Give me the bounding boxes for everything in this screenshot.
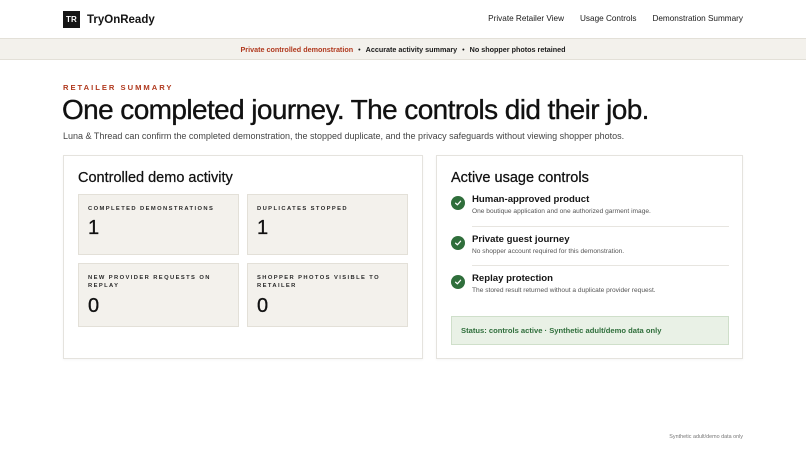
- controls-card: [436, 155, 743, 359]
- control-title: Replay protection: [472, 273, 554, 284]
- control-title: Human-approved product: [472, 194, 590, 205]
- brand[interactable]: [63, 11, 155, 28]
- section-eyebrow: RETAILER SUMMARY: [63, 83, 174, 92]
- control-description: The stored result returned without a duplicate provider request.: [472, 287, 656, 294]
- stat-value: 1: [257, 217, 269, 239]
- check-icon: [451, 236, 465, 250]
- main-nav: [488, 14, 743, 23]
- banner-separator: •: [358, 44, 361, 54]
- brand-logo-icon: TR: [63, 11, 80, 28]
- banner-item-photos: No shopper photos retained: [469, 44, 566, 54]
- page-subtitle: Luna & Thread can confirm the completed demonstration, the stopped duplicate, and the privacy safeguards without viewing shopper photos.: [63, 131, 625, 141]
- banner-accent-text: Private controlled demonstration: [240, 44, 354, 54]
- control-description: No shopper account required for this demonstration.: [472, 248, 625, 255]
- stat-value: 0: [88, 295, 100, 317]
- stat-new-provider-requests: [78, 263, 239, 327]
- check-icon: [451, 196, 465, 210]
- stat-value: 0: [257, 295, 269, 317]
- controls-card-title: Active usage controls: [451, 170, 589, 186]
- top-navigation-bar: [0, 0, 806, 38]
- stat-value: 1: [88, 217, 100, 239]
- nav-link-usage-controls[interactable]: Usage Controls: [580, 14, 637, 23]
- divider: [472, 226, 729, 227]
- page-title: One completed journey. The controls did their job.: [62, 94, 649, 125]
- stat-shopper-photos-visible: [247, 263, 408, 327]
- nav-link-private-retailer-view[interactable]: Private Retailer View: [488, 14, 565, 23]
- banner-item-activity: Accurate activity summary: [365, 44, 458, 54]
- control-item: [451, 273, 729, 311]
- stat-label: COMPLETED DEMONSTRATIONS: [88, 206, 215, 212]
- stat-label: NEW PROVIDER REQUESTS ON REPLAY: [88, 275, 211, 289]
- check-icon: [451, 275, 465, 289]
- brand-name: TryOnReady: [87, 13, 155, 26]
- nav-link-demonstration-summary[interactable]: Demonstration Summary: [652, 14, 743, 23]
- control-item: [451, 234, 729, 272]
- control-description: One boutique application and one authorized garment image.: [472, 208, 651, 215]
- control-title: Private guest journey: [472, 234, 570, 245]
- divider: [472, 265, 729, 266]
- banner-separator: •: [462, 44, 465, 54]
- info-banner: [0, 38, 806, 60]
- stat-label: SHOPPER PHOTOS VISIBLE TO RETAILER: [257, 275, 381, 289]
- stat-duplicates-stopped: [247, 194, 408, 255]
- stat-completed-demonstrations: [78, 194, 239, 255]
- footer-note: Synthetic adult/demo data only: [669, 434, 743, 440]
- activity-card: [63, 155, 423, 359]
- stat-label: DUPLICATES STOPPED: [257, 206, 349, 212]
- status-badge: Status: controls active · Synthetic adult/demo data only: [451, 316, 729, 345]
- activity-card-title: Controlled demo activity: [78, 170, 233, 186]
